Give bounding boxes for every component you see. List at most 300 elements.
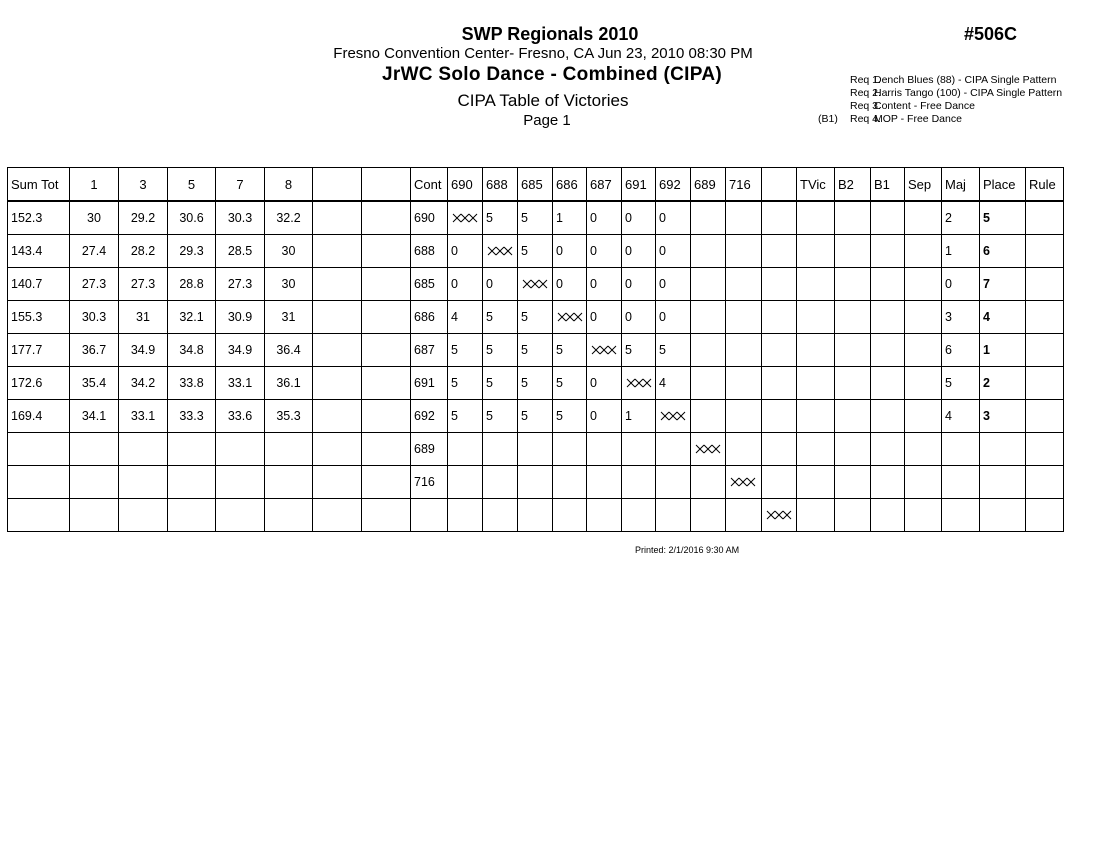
- table-cell: [835, 499, 871, 532]
- table-cell: 687: [411, 334, 448, 367]
- table-cell: [483, 499, 518, 532]
- table-cell: [622, 466, 656, 499]
- requirement-item: [818, 74, 1098, 87]
- column-header: 716: [726, 168, 762, 202]
- table-cell: [762, 433, 797, 466]
- column-header: 688: [483, 168, 518, 202]
- table-cell: 36.7: [70, 334, 119, 367]
- table-cell: 5: [656, 334, 691, 367]
- table-cell: [362, 367, 411, 400]
- table-cell: [1026, 367, 1064, 400]
- table-header-row: [8, 168, 1064, 202]
- column-header: 685: [518, 168, 553, 202]
- table-cell: [313, 499, 362, 532]
- table-cell: [762, 301, 797, 334]
- table-cell: 1: [942, 235, 980, 268]
- page-number: Page 1: [523, 112, 571, 129]
- requirement-bracket: (B1): [818, 113, 838, 125]
- table-cell: 5: [518, 235, 553, 268]
- requirement-number: Req 3.: [850, 100, 881, 112]
- table-cell: 5: [483, 367, 518, 400]
- table-cell: 33.1: [216, 367, 265, 400]
- column-header: [362, 168, 411, 202]
- table-cell: [762, 268, 797, 301]
- column-header: 690: [448, 168, 483, 202]
- table-cell: [70, 466, 119, 499]
- requirement-item: [818, 113, 1098, 126]
- self-match-cell: [553, 301, 587, 334]
- column-header: 7: [216, 168, 265, 202]
- table-cell: 5: [942, 367, 980, 400]
- table-cell: 172.6: [8, 367, 70, 400]
- column-header: Cont: [411, 168, 448, 202]
- table-cell: 0: [656, 301, 691, 334]
- table-cell: 30.9: [216, 301, 265, 334]
- table-cell: 0: [656, 235, 691, 268]
- table-cell: [905, 400, 942, 433]
- table-cell: [313, 334, 362, 367]
- table-cell: 33.1: [119, 400, 168, 433]
- table-cell: [622, 433, 656, 466]
- table-cell: 152.3: [8, 201, 70, 235]
- table-cell: [1026, 499, 1064, 532]
- column-header: 8: [265, 168, 313, 202]
- table-cell: [835, 466, 871, 499]
- table-cell: [691, 201, 726, 235]
- table-cell: [265, 499, 313, 532]
- table-cell: 5: [518, 334, 553, 367]
- table-cell: 0: [656, 201, 691, 235]
- table-cell: 0: [587, 367, 622, 400]
- table-cell: 27.3: [70, 268, 119, 301]
- table-cell: [797, 499, 835, 532]
- column-header: Maj: [942, 168, 980, 202]
- table-cell: [871, 466, 905, 499]
- table-cell: 5: [622, 334, 656, 367]
- table-cell: [726, 499, 762, 532]
- event-title: SWP Regionals 2010: [461, 24, 639, 44]
- cross-hatch-icon: [557, 312, 585, 322]
- table-cell: 30: [265, 235, 313, 268]
- table-cell: [835, 268, 871, 301]
- table-row: [8, 268, 1064, 301]
- cross-hatch-icon: [487, 246, 515, 256]
- table-cell: [726, 334, 762, 367]
- table-cell: [905, 367, 942, 400]
- table-row: [8, 235, 1064, 268]
- requirement-item: [818, 87, 1098, 100]
- table-cell: [980, 466, 1026, 499]
- table-cell: [483, 466, 518, 499]
- table-row: [8, 499, 1064, 532]
- table-cell: 0: [448, 235, 483, 268]
- table-cell: 4: [980, 301, 1026, 334]
- table-cell: [411, 499, 448, 532]
- self-match-cell: [656, 400, 691, 433]
- table-cell: [871, 301, 905, 334]
- table-cell: [691, 367, 726, 400]
- column-header: 687: [587, 168, 622, 202]
- table-cell: 0: [622, 201, 656, 235]
- table-cell: 5: [553, 367, 587, 400]
- table-cell: [362, 433, 411, 466]
- self-match-cell: [587, 334, 622, 367]
- table-cell: 5: [518, 301, 553, 334]
- table-cell: 0: [553, 268, 587, 301]
- table-cell: [119, 466, 168, 499]
- table-cell: 36.1: [265, 367, 313, 400]
- column-header: [313, 168, 362, 202]
- table-cell: [518, 466, 553, 499]
- table-cell: 36.4: [265, 334, 313, 367]
- table-cell: [1026, 201, 1064, 235]
- table-row: [8, 433, 1064, 466]
- table-cell: [313, 400, 362, 433]
- table-cell: 29.2: [119, 201, 168, 235]
- table-cell: [871, 367, 905, 400]
- table-cell: [313, 466, 362, 499]
- table-cell: 0: [587, 268, 622, 301]
- table-cell: [1026, 433, 1064, 466]
- table-cell: [691, 466, 726, 499]
- table-cell: 3: [942, 301, 980, 334]
- table-cell: 1: [553, 201, 587, 235]
- table-cell: [691, 301, 726, 334]
- table-cell: 0: [942, 268, 980, 301]
- requirement-text: MOP - Free Dance: [874, 113, 962, 125]
- table-cell: 716: [411, 466, 448, 499]
- self-match-cell: [518, 268, 553, 301]
- table-cell: 5: [980, 201, 1026, 235]
- cross-hatch-icon: [730, 477, 758, 487]
- table-cell: [835, 334, 871, 367]
- table-cell: 31: [265, 301, 313, 334]
- table-cell: 686: [411, 301, 448, 334]
- table-cell: [119, 499, 168, 532]
- cross-hatch-icon: [695, 444, 723, 454]
- table-cell: 30.3: [216, 201, 265, 235]
- self-match-cell: [448, 201, 483, 235]
- column-header: 691: [622, 168, 656, 202]
- table-cell: [762, 367, 797, 400]
- table-cell: [313, 367, 362, 400]
- requirement-text: Dench Blues (88) - CIPA Single Pattern: [874, 74, 1057, 86]
- competition-title: JrWC Solo Dance - Combined (CIPA): [382, 64, 722, 85]
- table-cell: [362, 268, 411, 301]
- table-cell: [362, 400, 411, 433]
- table-cell: 34.1: [70, 400, 119, 433]
- requirement-item: [818, 100, 1098, 113]
- table-cell: 5: [518, 201, 553, 235]
- table-cell: [168, 466, 216, 499]
- table-cell: 2: [980, 367, 1026, 400]
- table-cell: [797, 268, 835, 301]
- table-cell: [835, 367, 871, 400]
- table-cell: [835, 433, 871, 466]
- column-header: [762, 168, 797, 202]
- table-cell: [216, 499, 265, 532]
- table-cell: 0: [587, 301, 622, 334]
- column-header: TVic: [797, 168, 835, 202]
- table-cell: 27.3: [216, 268, 265, 301]
- table-cell: [1026, 301, 1064, 334]
- table-cell: 5: [448, 400, 483, 433]
- table-cell: [265, 433, 313, 466]
- table-cell: [362, 201, 411, 235]
- table-cell: [691, 499, 726, 532]
- table-cell: [835, 235, 871, 268]
- table-cell: [216, 466, 265, 499]
- table-cell: [871, 433, 905, 466]
- table-cell: 27.4: [70, 235, 119, 268]
- table-cell: [762, 201, 797, 235]
- cross-hatch-icon: [626, 378, 654, 388]
- table-cell: [8, 466, 70, 499]
- table-cell: [905, 433, 942, 466]
- column-header: Sep: [905, 168, 942, 202]
- column-header: 1: [70, 168, 119, 202]
- table-cell: [835, 301, 871, 334]
- table-cell: [362, 334, 411, 367]
- victories-table: [7, 167, 1064, 532]
- table-cell: 0: [622, 235, 656, 268]
- table-cell: 689: [411, 433, 448, 466]
- table-cell: [871, 235, 905, 268]
- table-cell: 6: [942, 334, 980, 367]
- table-cell: 34.9: [216, 334, 265, 367]
- table-cell: 5: [483, 400, 518, 433]
- table-cell: [797, 235, 835, 268]
- table-cell: 2: [942, 201, 980, 235]
- table-cell: [362, 499, 411, 532]
- table-cell: [553, 433, 587, 466]
- column-header: B1: [871, 168, 905, 202]
- table-cell: [762, 466, 797, 499]
- table-cell: [871, 201, 905, 235]
- table-cell: [448, 466, 483, 499]
- table-cell: [216, 433, 265, 466]
- table-cell: [483, 433, 518, 466]
- table-cell: 4: [448, 301, 483, 334]
- table-cell: [726, 201, 762, 235]
- table-cell: [518, 499, 553, 532]
- table-cell: [942, 499, 980, 532]
- table-cell: 34.8: [168, 334, 216, 367]
- table-cell: [726, 235, 762, 268]
- column-header: Rule: [1026, 168, 1064, 202]
- table-cell: 32.1: [168, 301, 216, 334]
- table-cell: 33.8: [168, 367, 216, 400]
- table-cell: [1026, 268, 1064, 301]
- requirements-list: [818, 74, 1098, 126]
- table-cell: [726, 268, 762, 301]
- table-cell: 688: [411, 235, 448, 268]
- table-cell: [656, 499, 691, 532]
- table-cell: [587, 433, 622, 466]
- table-cell: [905, 334, 942, 367]
- table-cell: 691: [411, 367, 448, 400]
- table-cell: 692: [411, 400, 448, 433]
- table-cell: 27.3: [119, 268, 168, 301]
- table-cell: [362, 301, 411, 334]
- table-cell: [762, 400, 797, 433]
- table-cell: [726, 367, 762, 400]
- table-cell: 5: [518, 400, 553, 433]
- table-cell: 32.2: [265, 201, 313, 235]
- column-header: 3: [119, 168, 168, 202]
- table-cell: [587, 499, 622, 532]
- table-cell: 140.7: [8, 268, 70, 301]
- table-cell: 30: [70, 201, 119, 235]
- table-cell: [622, 499, 656, 532]
- requirement-number: Req 1.: [850, 74, 881, 86]
- table-cell: 155.3: [8, 301, 70, 334]
- table-cell: 0: [448, 268, 483, 301]
- table-cell: 35.4: [70, 367, 119, 400]
- table-cell: [1026, 235, 1064, 268]
- column-header: 5: [168, 168, 216, 202]
- table-cell: [980, 499, 1026, 532]
- table-cell: [8, 433, 70, 466]
- table-cell: [448, 499, 483, 532]
- table-cell: 35.3: [265, 400, 313, 433]
- table-cell: 0: [656, 268, 691, 301]
- self-match-cell: [726, 466, 762, 499]
- cross-hatch-icon: [766, 510, 794, 520]
- table-cell: 0: [553, 235, 587, 268]
- requirement-text: Content - Free Dance: [874, 100, 975, 112]
- column-header: 692: [656, 168, 691, 202]
- table-cell: [553, 499, 587, 532]
- table-cell: [265, 466, 313, 499]
- event-code: #506C: [964, 24, 1018, 44]
- table-cell: [313, 268, 362, 301]
- table-cell: [8, 499, 70, 532]
- column-header: 686: [553, 168, 587, 202]
- requirement-number: Req 4.: [850, 113, 881, 125]
- table-cell: 5: [553, 334, 587, 367]
- table-row: [8, 201, 1064, 235]
- table-cell: 31: [119, 301, 168, 334]
- printed-timestamp: Printed: 2/1/2016 9:30 AM: [635, 545, 740, 555]
- table-cell: 690: [411, 201, 448, 235]
- table-cell: [691, 400, 726, 433]
- table-row: [8, 466, 1064, 499]
- table-cell: [942, 466, 980, 499]
- table-cell: [797, 400, 835, 433]
- table-cell: [726, 301, 762, 334]
- self-match-cell: [483, 235, 518, 268]
- table-cell: [70, 433, 119, 466]
- column-header: Place: [980, 168, 1026, 202]
- table-cell: [362, 466, 411, 499]
- table-cell: [905, 466, 942, 499]
- table-cell: 5: [483, 301, 518, 334]
- table-cell: [518, 433, 553, 466]
- table-cell: [448, 433, 483, 466]
- table-cell: [797, 301, 835, 334]
- table-cell: 30.6: [168, 201, 216, 235]
- column-header: B2: [835, 168, 871, 202]
- requirement-number: Req 2.: [850, 87, 881, 99]
- table-cell: [656, 433, 691, 466]
- table-cell: 177.7: [8, 334, 70, 367]
- table-cell: [656, 466, 691, 499]
- table-cell: 0: [587, 201, 622, 235]
- table-cell: [905, 301, 942, 334]
- table-cell: [119, 433, 168, 466]
- table-cell: [905, 499, 942, 532]
- table-cell: [905, 235, 942, 268]
- table-cell: 3: [980, 400, 1026, 433]
- cross-hatch-icon: [591, 345, 619, 355]
- table-cell: [168, 433, 216, 466]
- table-cell: 33.3: [168, 400, 216, 433]
- table-cell: 0: [622, 301, 656, 334]
- table-cell: 169.4: [8, 400, 70, 433]
- table-cell: 5: [518, 367, 553, 400]
- cross-hatch-icon: [522, 279, 550, 289]
- table-cell: [905, 201, 942, 235]
- table-cell: [362, 235, 411, 268]
- table-cell: [942, 433, 980, 466]
- table-cell: [1026, 400, 1064, 433]
- table-cell: 33.6: [216, 400, 265, 433]
- table-cell: [1026, 466, 1064, 499]
- table-cell: [1026, 334, 1064, 367]
- table-cell: [980, 433, 1026, 466]
- column-header: Sum Tot: [8, 168, 70, 202]
- table-row: [8, 301, 1064, 334]
- table-row: [8, 367, 1064, 400]
- table-cell: [313, 201, 362, 235]
- cross-hatch-icon: [452, 213, 480, 223]
- table-cell: 143.4: [8, 235, 70, 268]
- table-cell: 28.8: [168, 268, 216, 301]
- table-cell: 28.2: [119, 235, 168, 268]
- table-cell: 1: [622, 400, 656, 433]
- table-cell: [762, 235, 797, 268]
- table-cell: 4: [942, 400, 980, 433]
- report-subtitle: CIPA Table of Victories: [457, 91, 629, 110]
- table-cell: 1: [980, 334, 1026, 367]
- table-cell: [871, 499, 905, 532]
- table-cell: 0: [622, 268, 656, 301]
- table-cell: [797, 334, 835, 367]
- table-cell: [313, 433, 362, 466]
- table-cell: 5: [483, 334, 518, 367]
- table-row: [8, 334, 1064, 367]
- table-cell: 5: [448, 334, 483, 367]
- table-cell: [168, 499, 216, 532]
- table-cell: [313, 235, 362, 268]
- self-match-cell: [762, 499, 797, 532]
- table-cell: 5: [448, 367, 483, 400]
- table-cell: 29.3: [168, 235, 216, 268]
- table-cell: 685: [411, 268, 448, 301]
- cross-hatch-icon: [660, 411, 688, 421]
- table-cell: [691, 334, 726, 367]
- table-cell: 5: [553, 400, 587, 433]
- table-cell: 0: [587, 400, 622, 433]
- table-cell: [797, 433, 835, 466]
- table-cell: [797, 466, 835, 499]
- table-cell: [797, 201, 835, 235]
- column-header: 689: [691, 168, 726, 202]
- table-cell: 34.2: [119, 367, 168, 400]
- table-cell: [871, 268, 905, 301]
- table-cell: [587, 466, 622, 499]
